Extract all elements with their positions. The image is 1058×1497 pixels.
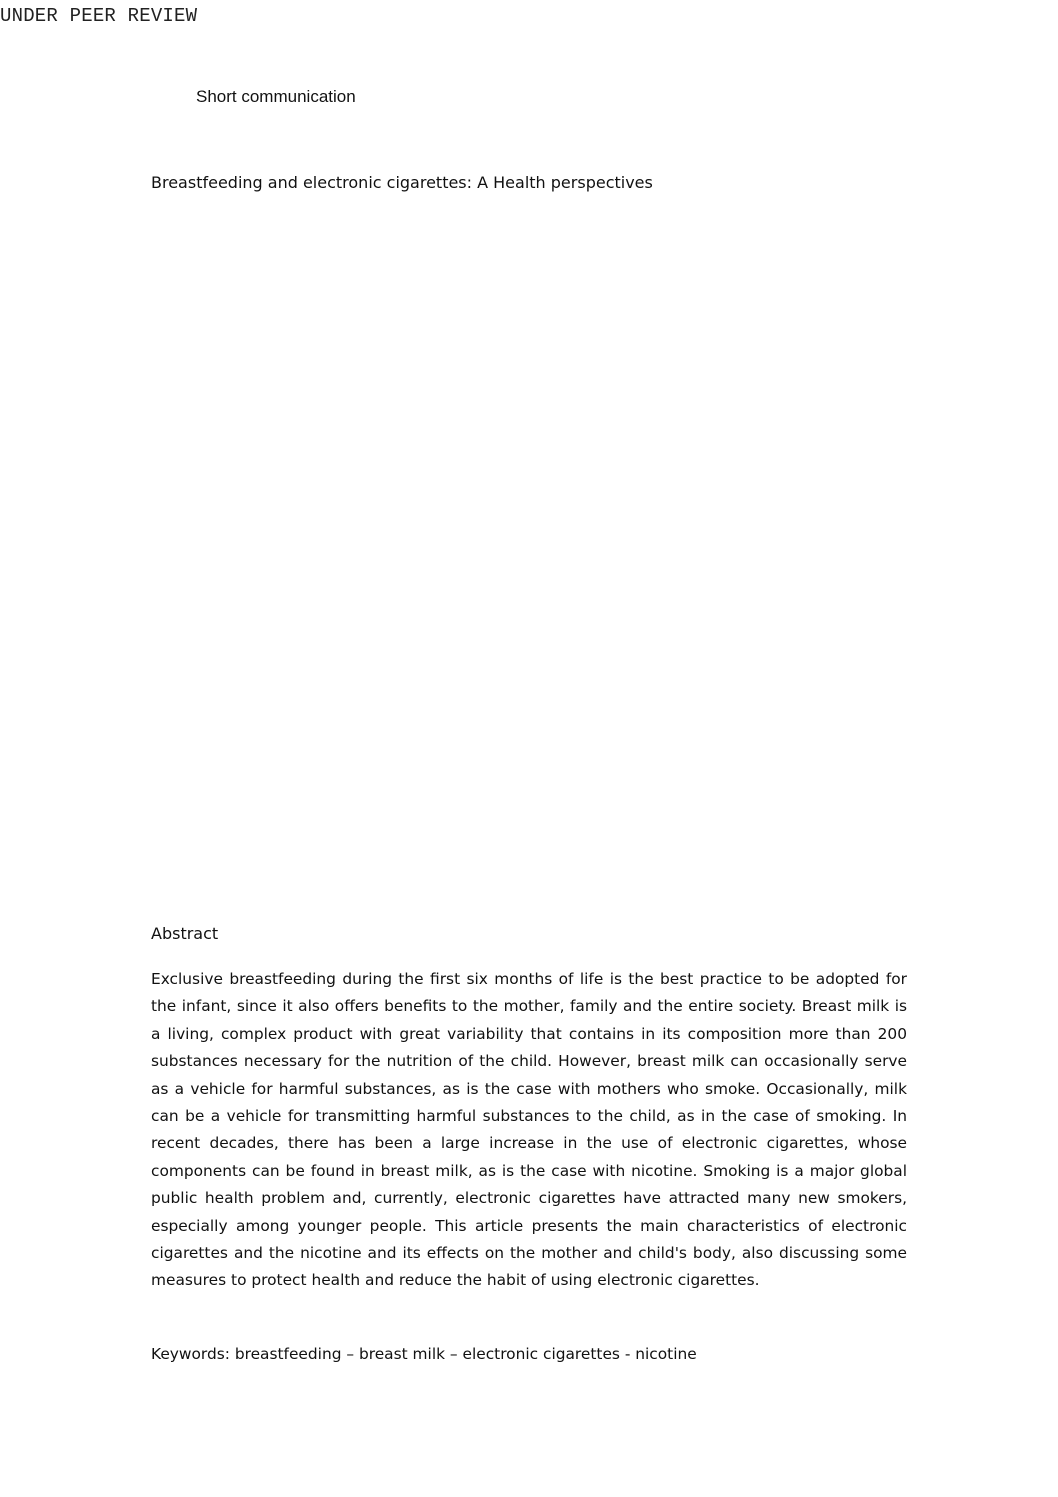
keywords-line: Keywords: breastfeeding – breast milk – electronic cigarettes - nicotine (151, 1345, 697, 1363)
article-title: Breastfeeding and electronic cigarettes: A Health perspectives (151, 173, 653, 192)
abstract-body: Exclusive breastfeeding during the first six months of life is the best practice to be adopted for the infant, since it also offers benefits to the mother, family and the entire society. Breast milk is a living, complex product with great variability that contains in its composition more than 200 substances necessary for the nutrition of the child. However, breast milk can occasionally serve as a vehicle for harmful substances, as is the case with mothers who smoke. Occasionally, milk can be a vehicle for transmitting harmful substances to the child, as in the case of smoking. In recent decades, there has been a large increase in the use of electronic cigarettes, whose components can be found in breast milk, as is the case with nicotine. Smoking is a major global public health problem and, currently, electronic cigarettes have attracted many new smokers, especially among younger people. This article presents the main characteristics of electronic cigarettes and the nicotine and its effects on the mother and child's body, also discussing some measures to protect health and reduce the habit of using electronic cigarettes. (151, 970, 907, 1290)
peer-review-watermark: UNDER PEER REVIEW (0, 5, 198, 27)
article-type-label: Short communication (196, 87, 356, 106)
abstract-heading: Abstract (151, 924, 219, 943)
